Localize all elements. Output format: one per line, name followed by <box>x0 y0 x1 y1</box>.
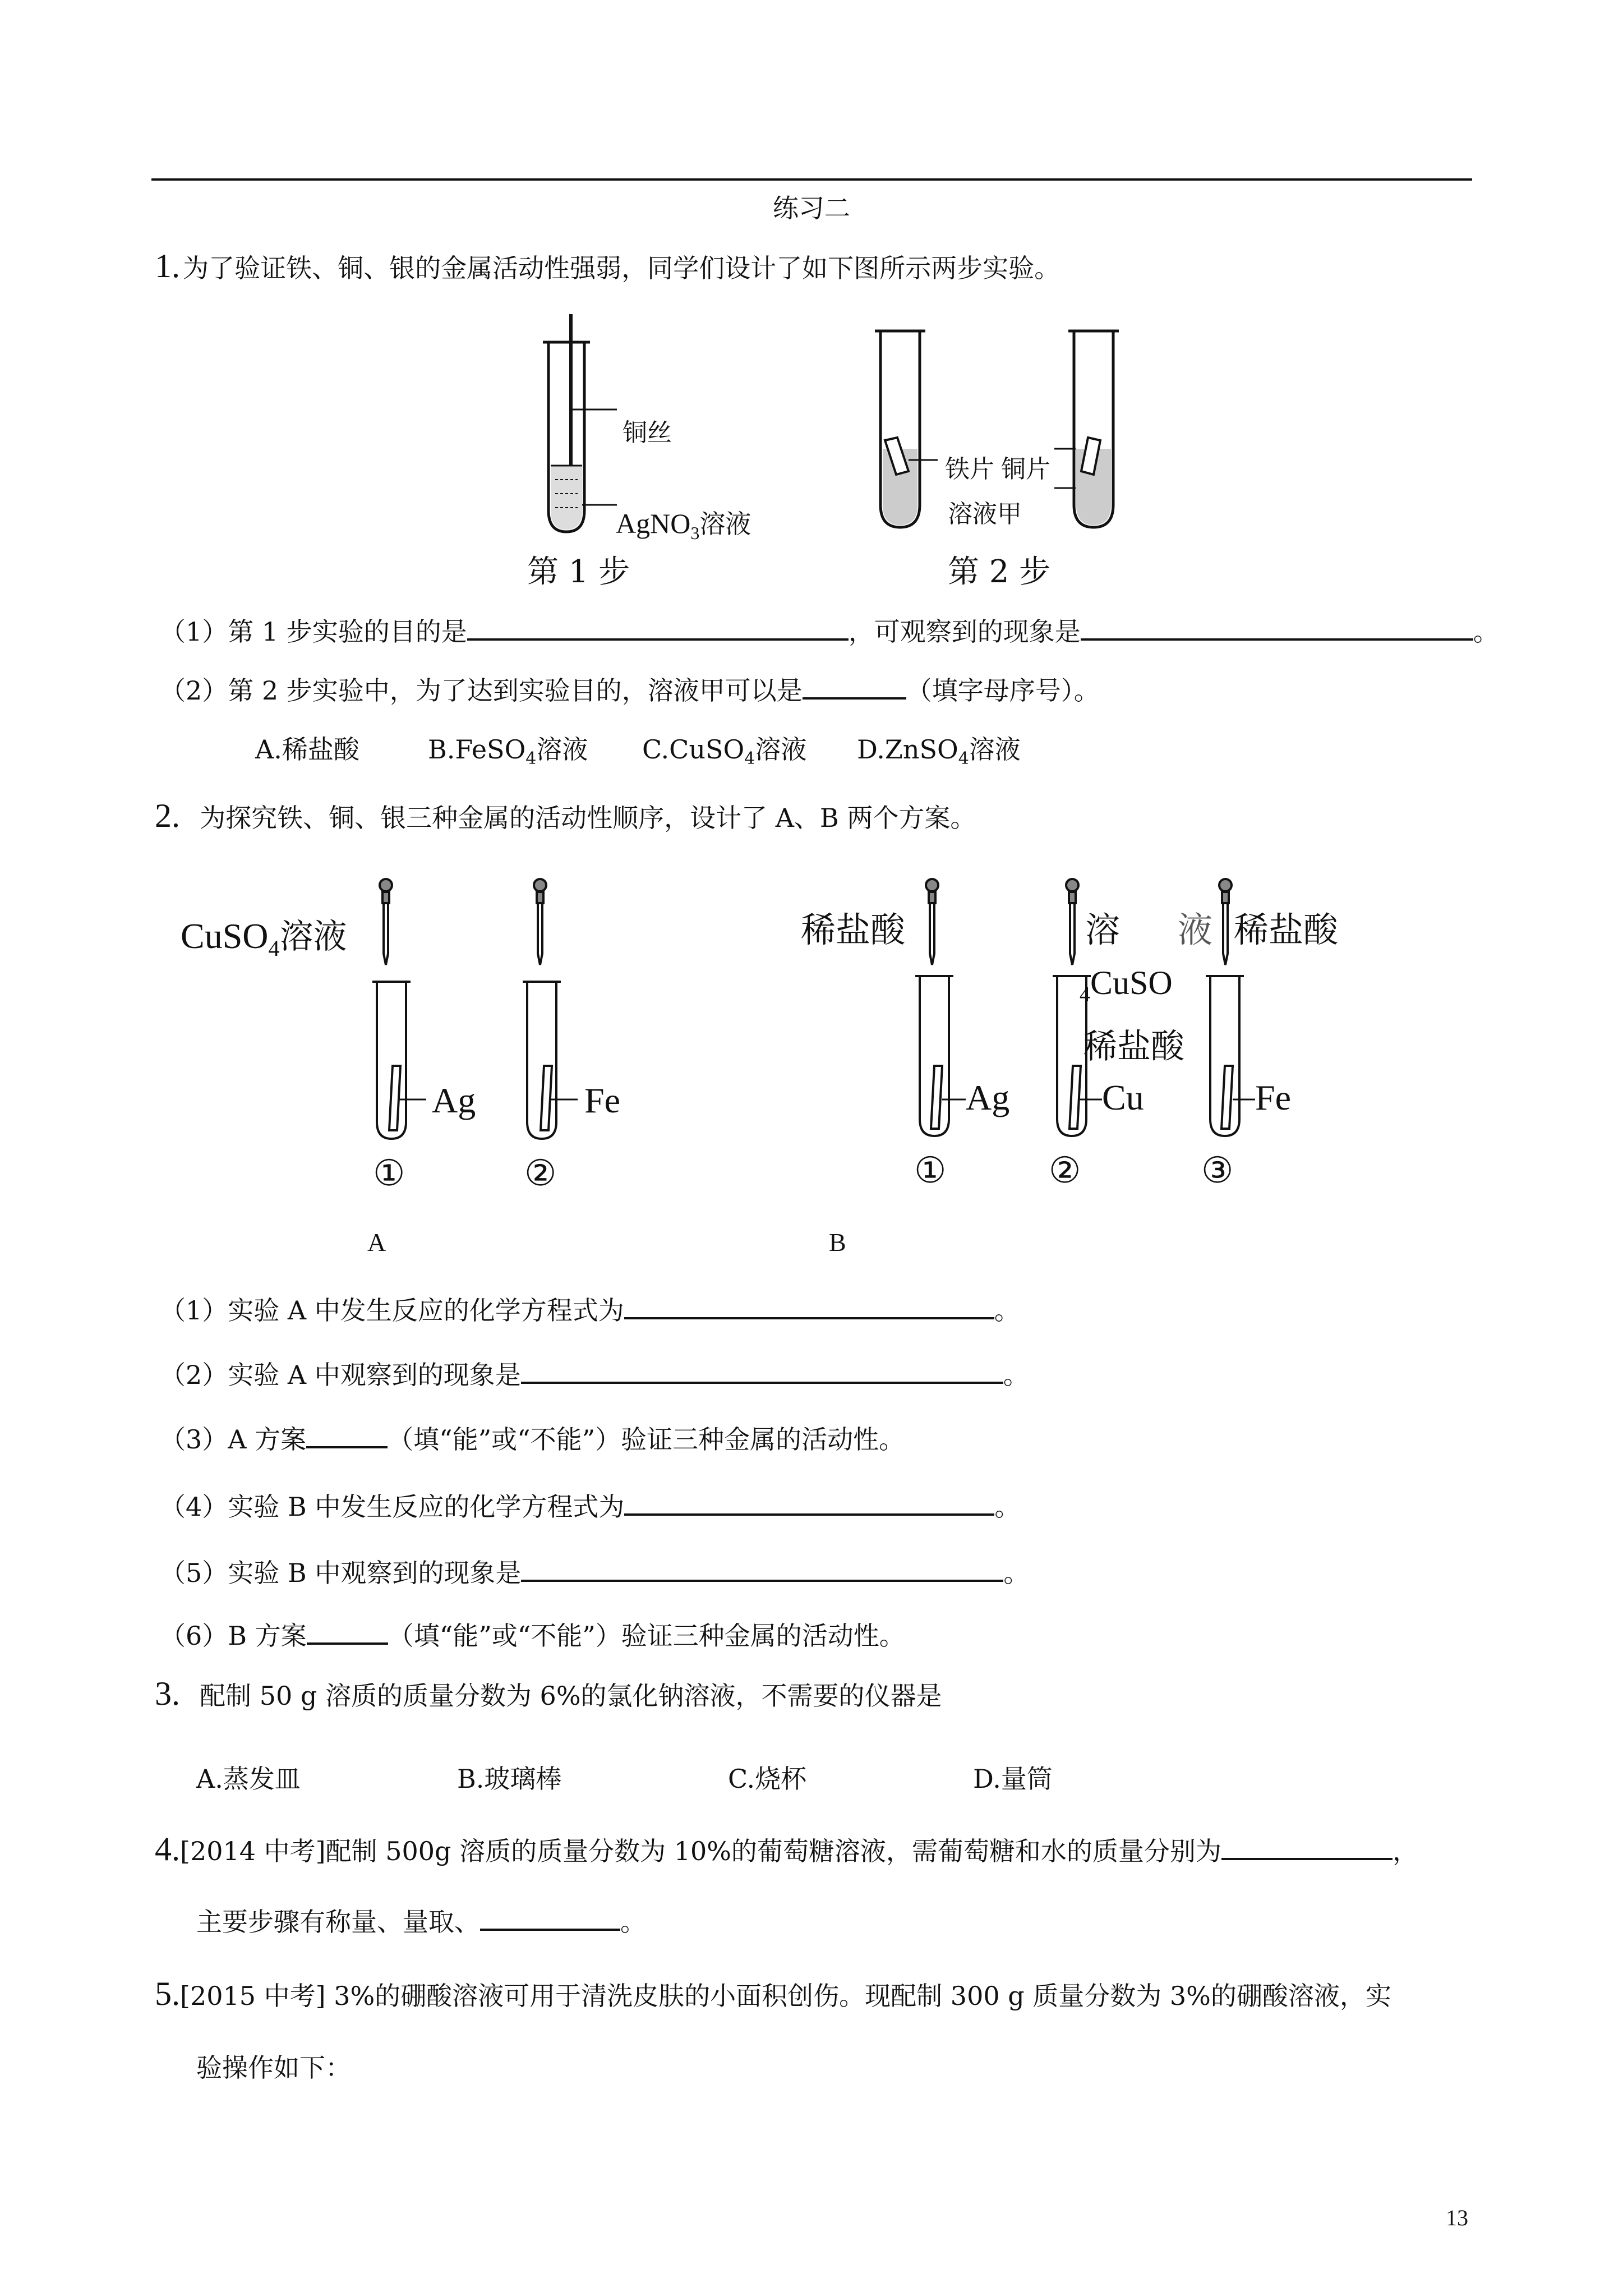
step2-test-tube-left <box>875 331 938 527</box>
question-5 <box>155 1975 1391 2013</box>
question-text: 为了验证铁、铜、银的金属活动性强弱，同学们设计了如下图所示两步实验。 <box>183 253 1061 283</box>
answer-blank[interactable] <box>307 1617 388 1645</box>
q3-option-d: D.量筒 <box>973 1764 1053 1794</box>
page-number: 13 <box>1446 2205 1468 2230</box>
q1-option-b: B.FeSO$_4$溶液 <box>428 734 588 769</box>
figure-b-dropper-2 <box>1066 879 1078 965</box>
figure-b-tube-1 <box>915 976 966 1136</box>
answer-blank[interactable] <box>480 1903 620 1931</box>
question-number: 4. <box>155 1830 180 1867</box>
q3-option-a: A.蒸发皿 <box>196 1764 301 1794</box>
metal-fe-label: Fe <box>584 1080 620 1120</box>
question-number: 3. <box>155 1675 180 1712</box>
q2-item-3: （3）A 方案 （填“能”或“不能”）验证三种金属的活动性。 <box>160 1419 905 1456</box>
q2-item-5: （5）实验 B 中观察到的现象是 。 <box>160 1553 1029 1590</box>
question-number: 5. <box>155 1975 180 2012</box>
tube-number-1: ① <box>914 1151 947 1190</box>
question-2 <box>155 797 976 835</box>
answer-blank[interactable] <box>1081 613 1473 641</box>
answer-blank[interactable] <box>521 1356 1003 1384</box>
iron-sheet-label: 铁片 <box>945 455 994 484</box>
metal-ag-label: Ag <box>432 1080 476 1120</box>
answer-blank[interactable] <box>1221 1832 1393 1860</box>
question-4-line-2: 主要步骤有称量、量取、 。 <box>196 1902 646 1939</box>
answer-blank[interactable] <box>521 1554 1003 1582</box>
q3-option-c: C.烧杯 <box>728 1764 807 1794</box>
reagent-2-fragment-label: 液 <box>1178 909 1213 950</box>
dilute-hcl-label-1: 稀盐酸 <box>801 909 906 950</box>
figure-a-tube-2 <box>523 982 578 1139</box>
answer-blank[interactable] <box>467 613 849 641</box>
question-5-line-2: 验操作如下： <box>196 2053 351 2083</box>
reagent-2-bottom-label: 稀盐酸 <box>1083 1027 1184 1066</box>
question-number: 2. <box>155 797 180 834</box>
metal-fe-label: Fe <box>1255 1078 1291 1117</box>
q1-option-c: C.CuSO$_4$溶液 <box>642 734 807 769</box>
metal-ag-label: Ag <box>966 1078 1010 1117</box>
solution-jia-label: 溶液甲 <box>948 500 1022 528</box>
step1-test-tube <box>543 314 617 532</box>
q2-item-6: （6）B 方案 （填“能”或“不能”）验证三种金属的活动性。 <box>160 1616 905 1653</box>
step2-test-tube-right <box>1054 331 1119 527</box>
figure-a-dropper-2 <box>534 879 546 965</box>
figure-a-dropper-1 <box>380 879 392 965</box>
q2-item-1: （1）实验 A 中发生反应的化学方程式为 。 <box>160 1290 1020 1327</box>
reagent-2-cuso4-label: $_4$CuSO <box>1080 964 1173 1006</box>
page-title: 练习二 <box>773 193 850 223</box>
q1-option-d: D.ZnSO$_4$溶液 <box>857 734 1021 769</box>
step-2-caption: 第 2 步 <box>948 554 1051 590</box>
question-text: [2014 中考]配制 500g 溶质的质量分数为 10%的葡萄糖溶液，需葡萄糖和水的质量分别为 <box>180 1836 1221 1866</box>
figure-a-tube-1 <box>372 982 426 1139</box>
question-text: 为探究铁、铜、银三种金属的活动性顺序，设计了 A、B 两个方案。 <box>200 803 976 833</box>
question-text: 配制 50 g 溶质的质量分数为 6%的氯化钠溶液，不需要的仪器是 <box>200 1681 942 1711</box>
figure-a-caption: A <box>367 1228 386 1257</box>
answer-blank[interactable] <box>306 1420 388 1448</box>
question-text: [2015 中考] 3%的硼酸溶液可用于清洗皮肤的小面积创伤。现配制 300 g 质量分数为 3%的硼酸溶液，实 <box>180 1981 1391 2011</box>
figure-b-dropper-3 <box>1219 879 1232 965</box>
answer-blank[interactable] <box>803 671 906 700</box>
question-3 <box>155 1674 942 1713</box>
agno3-label: AgNO$_3$溶液 <box>616 508 751 543</box>
step-1-caption: 第 1 步 <box>527 554 630 590</box>
q1-sub1: （1）第 1 步实验的目的是 ，可观察到的现象是 。 <box>160 611 1499 648</box>
dilute-hcl-label-3: 稀盐酸 <box>1234 909 1339 950</box>
tube-number-3: ③ <box>1201 1151 1234 1190</box>
tube-number-2: ② <box>524 1153 557 1193</box>
copper-sheet-label: 铜片 <box>1001 455 1050 484</box>
figure-b-tube-3 <box>1206 976 1255 1136</box>
q1-option-a: A.稀盐酸 <box>255 734 359 765</box>
copper-wire-label: 铜丝 <box>623 418 672 447</box>
answer-blank[interactable] <box>624 1488 994 1516</box>
question-4: 4.[2014 中考]配制 500g 溶质的质量分数为 10%的葡萄糖溶液，需葡萄糖和水的质量分别为 ， <box>155 1830 1418 1867</box>
q2-item-4: （4）实验 B 中发生反应的化学方程式为 。 <box>160 1487 1020 1524</box>
tube-number-2: ② <box>1049 1151 1081 1190</box>
figure-b-caption: B <box>829 1228 846 1257</box>
q1-sub2: （2）第 2 步实验中，为了达到实验目的，溶液甲可以是 （填字母序号）。 <box>160 670 1100 707</box>
reagent-2-top-label: 溶 <box>1085 909 1121 950</box>
figure-b-dropper-1 <box>926 879 938 965</box>
q2-item-2: （2）实验 A 中观察到的现象是 。 <box>160 1355 1029 1392</box>
question-number: 1. <box>155 247 180 284</box>
q3-option-b: B.玻璃棒 <box>457 1764 562 1794</box>
cuso4-solution-label: CuSO$_4$溶液 <box>181 916 347 961</box>
answer-blank[interactable] <box>624 1291 994 1319</box>
tube-number-1: ① <box>373 1153 405 1193</box>
metal-cu-label: Cu <box>1102 1078 1144 1117</box>
